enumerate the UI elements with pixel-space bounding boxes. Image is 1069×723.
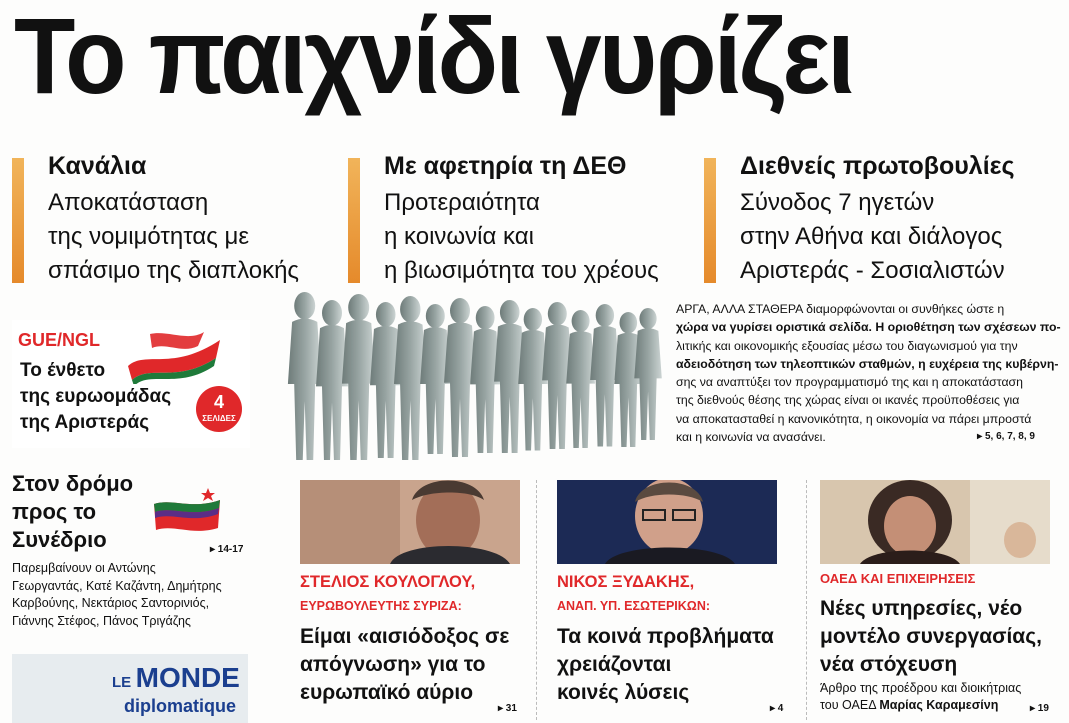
- congress-body-line: Γεωργαντάς, Κατέ Καζάντη, Δημήτρης: [12, 578, 222, 593]
- photo-kouloglou: [300, 480, 520, 564]
- story-byline: [820, 680, 1021, 714]
- column-body: [740, 186, 1005, 288]
- column-title: Με αφετηρία τη ΔΕΘ: [384, 152, 627, 180]
- lead-article[interactable]: [676, 300, 1061, 446]
- lead-page-ref[interactable]: ▸ 5, 6, 7, 8, 9: [977, 431, 1035, 443]
- quote-line: νέα στόχευση: [820, 653, 958, 676]
- column-title: Διεθνείς πρωτοβουλίες: [740, 152, 1015, 180]
- byline-line: Άρθρο της προέδρου και διοικήτριας: [820, 681, 1022, 695]
- column-line: σπάσιμο της διαπλοκής: [48, 257, 299, 284]
- congress-page-ref[interactable]: ▸ 14-17: [210, 544, 244, 555]
- column-divider: [806, 480, 807, 720]
- gue-tag: GUE/NGL: [18, 330, 101, 350]
- story-quote: [820, 595, 1042, 679]
- column-line: η κοινωνία και: [384, 223, 534, 250]
- byline-name: Μαρίας Καραμεσίνη: [879, 698, 999, 712]
- column-line: Αποκατάσταση: [48, 189, 209, 216]
- badge-label: ΣΕΛΙΔΕΣ: [202, 414, 236, 423]
- column-body: [48, 186, 299, 288]
- story-page-ref[interactable]: ▸ 19: [1030, 703, 1049, 714]
- top-column-channels[interactable]: [12, 150, 342, 290]
- monde-sub: diplomatique: [124, 696, 236, 716]
- lead-last-row: [676, 428, 1061, 446]
- pages-badge: [196, 386, 242, 432]
- monde-logo: [112, 662, 240, 694]
- headline: Το παιχνίδι γυρίζει: [14, 0, 853, 116]
- silhouettes: [288, 292, 662, 460]
- column-title: Κανάλια: [48, 152, 147, 180]
- congress-title-line: προς το: [12, 499, 97, 524]
- quote-line: Νέες υπηρεσίες, νέο: [820, 597, 1023, 620]
- quote-line: απόγνωση» για το: [300, 653, 486, 676]
- story-page-ref[interactable]: ▸ 4: [770, 703, 784, 714]
- crowd-silhouette-illustration: [282, 282, 662, 460]
- column-line: στην Αθήνα και διάλογος: [740, 223, 1003, 250]
- quote-line: Τα κοινά προβλήματα: [557, 625, 774, 648]
- lead-line: αδειοδότηση των τηλεοπτικών σταθμών, η ευχέρεια της κυβέρνη-: [676, 356, 1059, 371]
- quote-line: Είμαι «αισιόδοξος σε: [300, 625, 510, 648]
- congress-body-line: Καρβούνης, Νεκτάριος Σαντορινιός,: [12, 596, 210, 610]
- lead-line: ΑΡΓΑ, ΑΛΛΑ ΣΤΑΘΕΡΑ διαμορφώνονται οι συνθήκες ώστε η: [676, 302, 1005, 316]
- column-line: της νομιμότητας με: [48, 223, 250, 250]
- lead-line: να αποκατασταθεί η κανονικότητα, η οικονομία να πάρει μπροστά: [676, 411, 1032, 426]
- lead-line: και η κοινωνία να ανασάνει.: [676, 430, 826, 445]
- byline-line: του ΟΑΕΔ: [820, 698, 876, 712]
- story-kicker: ΟΑΕΔ ΚΑΙ ΕΠΙΧΕΙΡΗΣΕΙΣ: [820, 571, 976, 586]
- column-accent-bar: [704, 158, 716, 283]
- column-accent-bar: [348, 158, 360, 283]
- column-divider: [536, 480, 537, 720]
- gue-line: της ευρωομάδας: [20, 386, 172, 407]
- story-person-name: ΝΙΚΟΣ ΞΥΔΑΚΗΣ,: [557, 573, 695, 591]
- story-person-role: ΕΥΡΩΒΟΥΛΕΥΤΗΣ ΣΥΡΙΖΑ:: [300, 599, 462, 613]
- quote-line: ευρωπαϊκό αύριο: [300, 681, 474, 704]
- gue-line: της Αριστεράς: [20, 412, 150, 433]
- column-line: η βιωσιμότητα του χρέους: [384, 257, 659, 284]
- column-line: Προτεραιότητα: [384, 189, 540, 216]
- badge-number: 4: [213, 392, 224, 412]
- photo-karamesini: [820, 480, 1050, 564]
- quote-line: μοντέλο συνεργασίας,: [820, 625, 1042, 648]
- story-page-ref[interactable]: ▸ 31: [498, 703, 517, 714]
- column-accent-bar: [12, 158, 24, 283]
- lead-line: χώρα να γυρίσει οριστικά σελίδα. Η οριοθέτηση των σχέσεων πο-: [676, 320, 1061, 335]
- top-column-international[interactable]: [704, 150, 1064, 290]
- le-monde-diplomatique-promo[interactable]: [12, 654, 248, 723]
- column-body: [384, 186, 659, 288]
- monde-le: LE: [112, 674, 132, 691]
- congress-body-line: Γιάννης Στέφος, Πάνος Τριγάζης: [12, 613, 191, 628]
- lead-line: της διεθνούς θέσης της χώρας είναι οι ικανές προϋποθέσεις για: [676, 393, 1020, 408]
- quote-line: χρειάζονται: [557, 653, 672, 676]
- story-person-role: ΑΝΑΠ. ΥΠ. ΕΣΩΤΕΡΙΚΩΝ:: [557, 599, 711, 613]
- congress-body-line: Παρεμβαίνουν οι Αντώνης: [12, 561, 156, 575]
- story-person-name: ΣΤΕΛΙΟΣ ΚΟΥΛΟΓΛΟΥ,: [300, 573, 476, 591]
- photo-xydakis: [557, 480, 777, 564]
- syriza-flag-logo: [152, 484, 224, 536]
- congress-title-line: Συνέδριο: [12, 527, 107, 552]
- congress-title-line: Στον δρόμο: [12, 471, 134, 496]
- column-line: Αριστεράς - Σοσιαλιστών: [740, 257, 1005, 284]
- quote-line: κοινές λύσεις: [557, 681, 690, 704]
- story-quote: [300, 623, 509, 707]
- gue-text: [20, 358, 200, 436]
- column-line: Σύνοδος 7 ηγετών: [740, 189, 935, 216]
- top-column-deth[interactable]: [348, 150, 698, 290]
- congress-title[interactable]: [12, 470, 152, 554]
- lead-line: λιτικής και οικονομικής εξουσίας μέσω του διαγωνισμού για την: [676, 338, 1018, 353]
- story-quote: [557, 623, 774, 707]
- monde-word: MONDE: [135, 662, 240, 693]
- congress-body: [12, 560, 262, 630]
- lead-line: σης να αναπτύξει τον προγραμματισμό της και η αποκατάσταση: [676, 375, 1023, 390]
- gue-line: Το ένθετο: [20, 360, 106, 381]
